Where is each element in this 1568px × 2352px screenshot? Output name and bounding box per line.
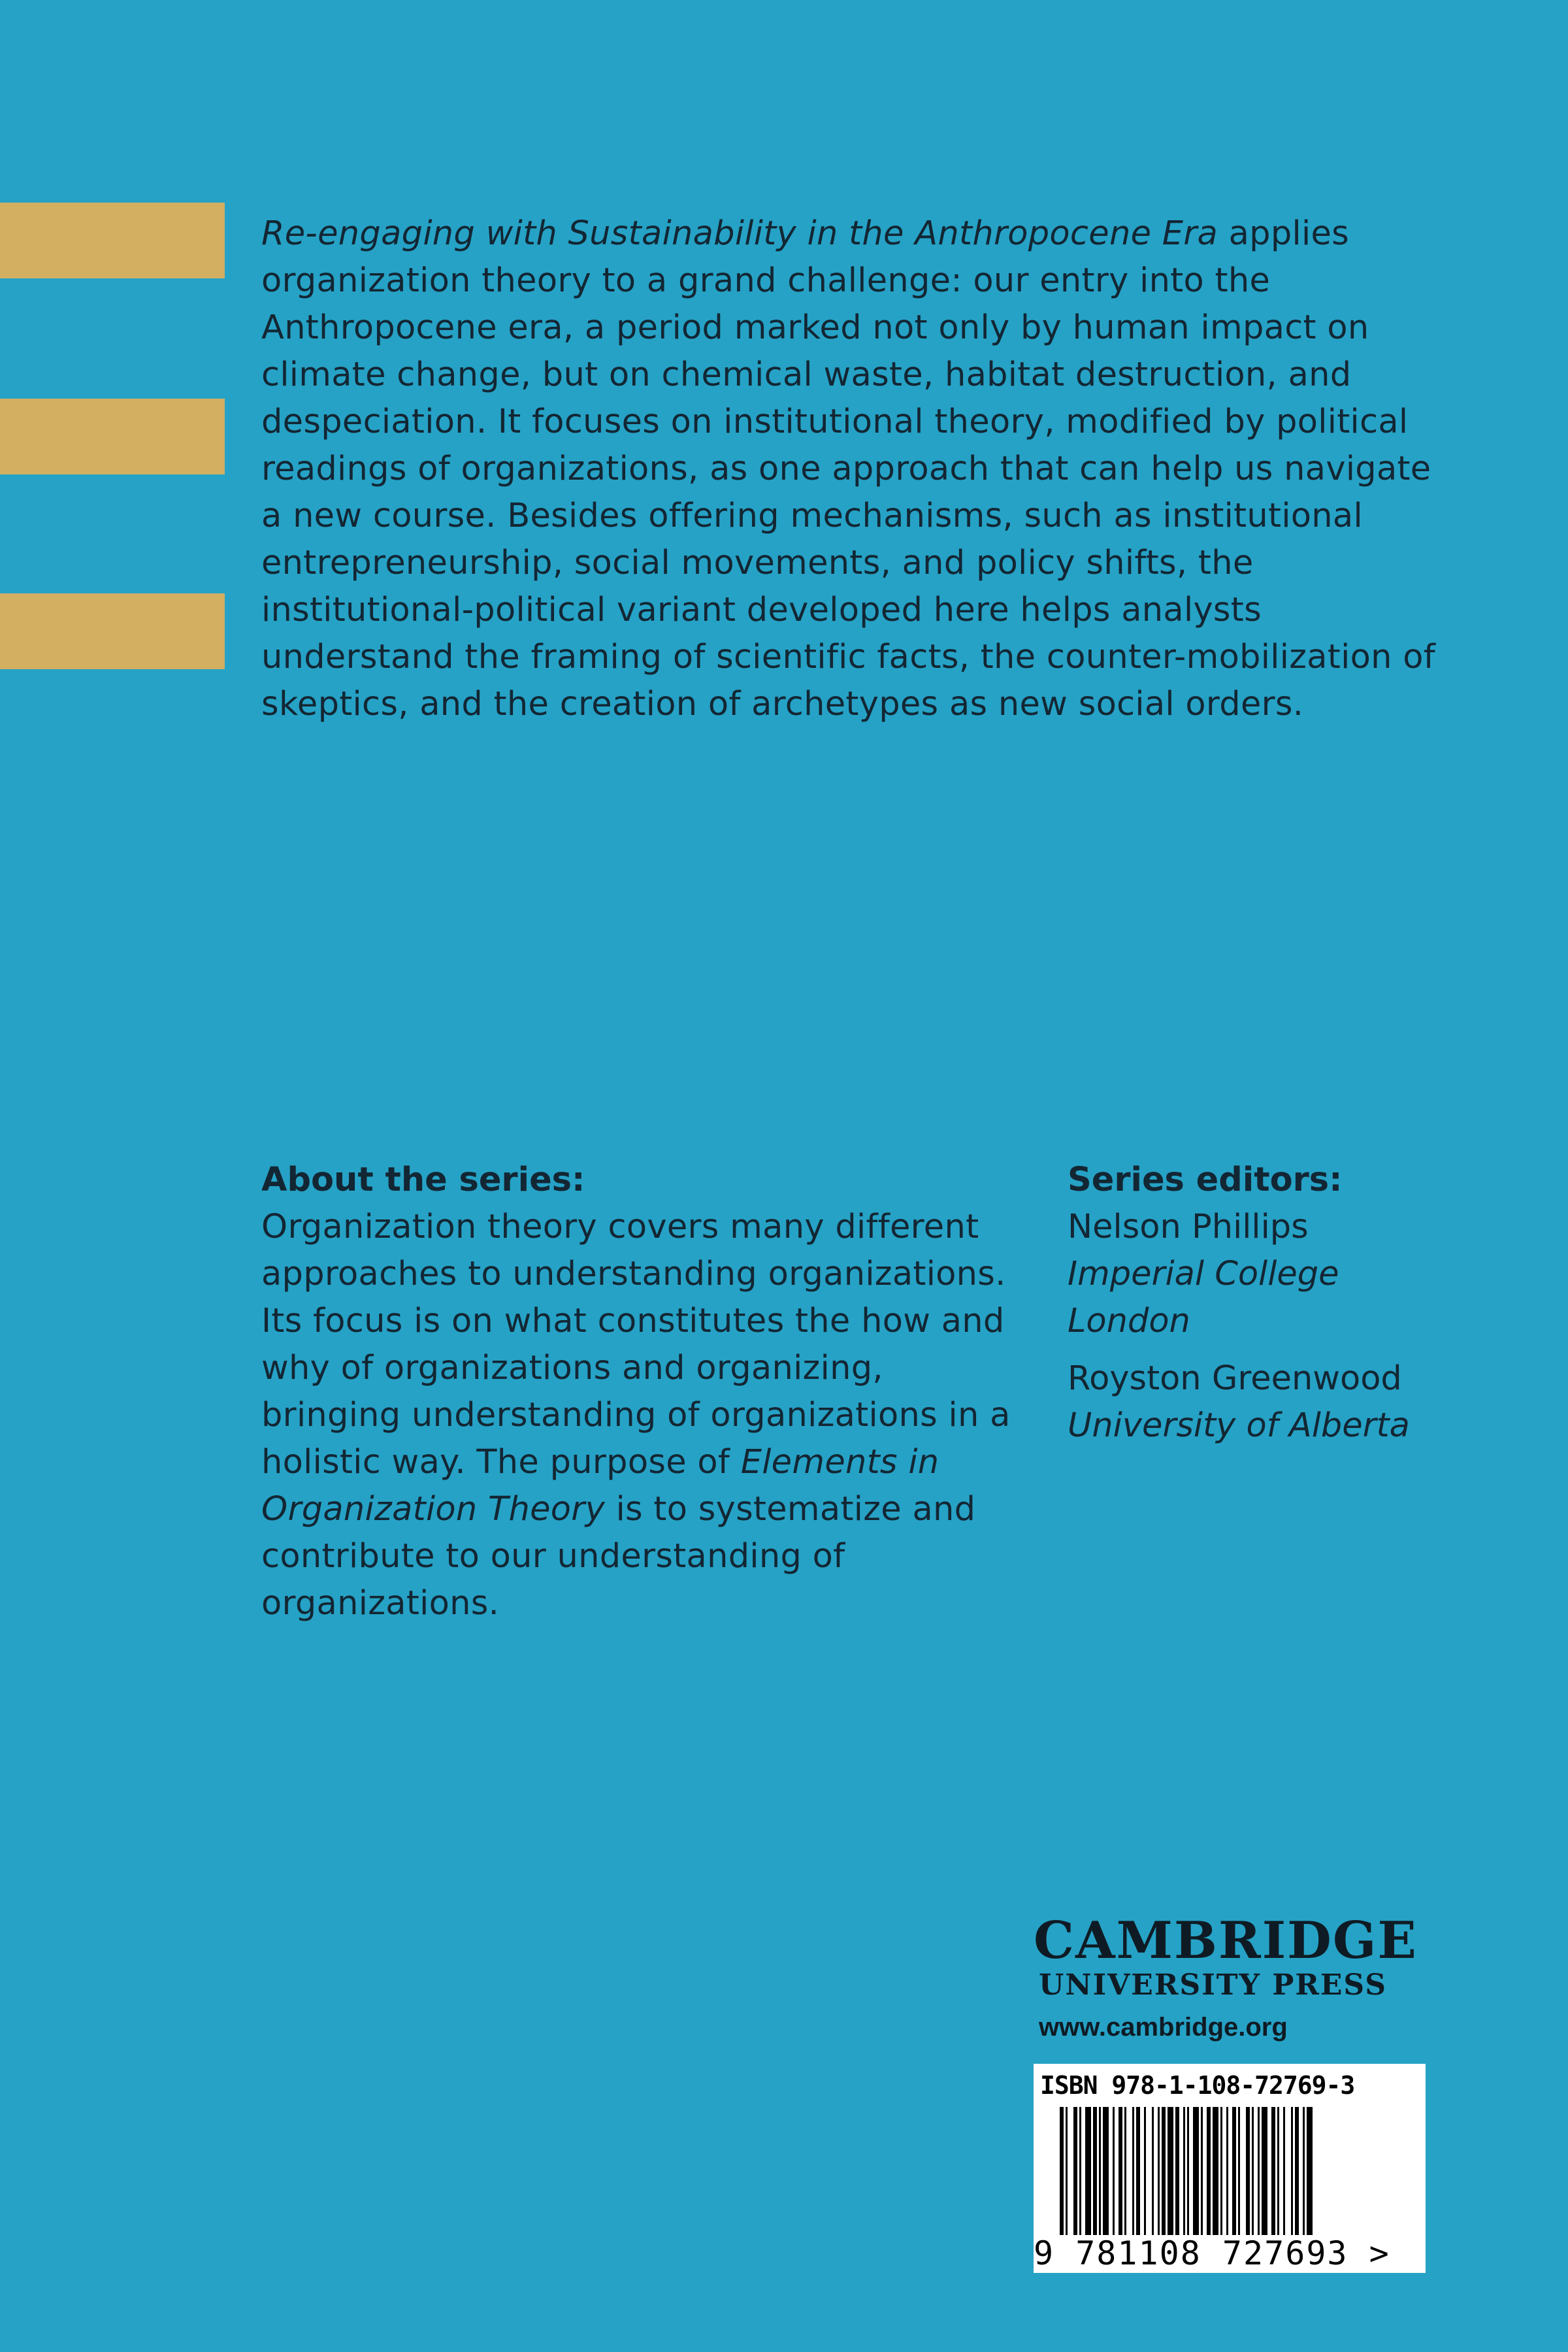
decorative-bar-bottom — [0, 593, 225, 669]
publisher-url: www.cambridge.org — [1039, 2013, 1288, 2042]
barcode-bar — [1158, 2107, 1160, 2235]
barcode-bar — [1085, 2107, 1091, 2235]
barcode-bar — [1262, 2107, 1267, 2235]
barcode-bar — [1066, 2107, 1068, 2235]
barcode-bar — [1277, 2107, 1279, 2235]
barcode-bar — [1246, 2107, 1250, 2235]
barcode-bar — [1258, 2107, 1260, 2235]
editor-name: Nelson Phillips — [1068, 1208, 1309, 1246]
editor-affiliation: Imperial College London — [1068, 1255, 1339, 1340]
barcode-bar — [1271, 2107, 1275, 2235]
barcode-bar — [1073, 2107, 1077, 2235]
about-series-heading: About the series: — [261, 1161, 585, 1199]
barcode-bar — [1213, 2107, 1218, 2235]
barcode-digits: 9 781108 727693 > — [1034, 2234, 1390, 2272]
publisher-name: CAMBRIDGE — [1034, 1911, 1418, 1970]
publisher-subname: UNIVERSITY PRESS — [1039, 1968, 1388, 2002]
barcode-bar — [1124, 2107, 1126, 2235]
barcode-bar — [1168, 2107, 1173, 2235]
barcode-bar — [1193, 2107, 1199, 2235]
barcode-bar — [1232, 2107, 1236, 2235]
barcode-bar — [1103, 2107, 1109, 2235]
barcode-bar — [1238, 2107, 1240, 2235]
barcode-bar — [1303, 2107, 1305, 2235]
barcode-bar — [1295, 2107, 1299, 2235]
book-blurb — [261, 210, 1450, 728]
barcode-bar — [1060, 2107, 1064, 2235]
publisher-logo — [1034, 1911, 1426, 2046]
blurb-text: applies organization theory to a grand challenge: our entry into the Anthropocene era, a period marked not only by human impact on climate change, but on chemical waste, habitat destruction, and despeciation. It focuses on institutional theory, modified by political readings of organizations, as one approach that can help us navigate a new course. Besides offering mechanisms, such as institutional entrepreneurship, social movements, and policy shifts, the institutional-political variant developed here helps analysts understand the framing of scientific facts, the counter-mobilization of skeptics, and the creation of archetypes as new social orders. — [261, 214, 1435, 723]
decorative-bar-top — [0, 203, 225, 278]
barcode-bar — [1152, 2107, 1154, 2235]
barcode-bar — [1079, 2107, 1081, 2235]
book-title: Re-engaging with Sustainability in the Anthropocene Era — [261, 214, 1218, 253]
isbn-barcode-box — [1034, 2064, 1426, 2273]
barcode-bar — [1175, 2107, 1179, 2235]
barcode-bar — [1220, 2107, 1222, 2235]
barcode-bar — [1183, 2107, 1185, 2235]
series-text-before: Organization theory covers many different approaches to understanding organizations. Its focus is on what constitutes the how and why of organizations and organizing, bringing understanding of organizations in a holistic way. The purpose of — [261, 1208, 1011, 1482]
barcode-icon — [1060, 2107, 1406, 2235]
editor-affiliation: University of Alberta — [1068, 1406, 1410, 1445]
editor-entry — [1068, 1204, 1460, 1345]
series-editors-section — [1068, 1157, 1460, 1460]
barcode-bar — [1187, 2107, 1189, 2235]
about-series-text — [261, 1204, 1013, 1627]
series-editors-heading: Series editors: — [1068, 1161, 1343, 1199]
barcode-bar — [1093, 2107, 1097, 2235]
barcode-bar — [1132, 2107, 1134, 2235]
about-series-section — [261, 1157, 1013, 1627]
barcode-bar — [1252, 2107, 1254, 2235]
series-title: Elements in Organization Theory — [261, 1443, 939, 1529]
barcode-bar — [1291, 2107, 1293, 2235]
barcode-bar — [1283, 2107, 1285, 2235]
isbn-label: ISBN 978-1-108-72769-3 — [1040, 2071, 1355, 2100]
barcode-bar — [1207, 2107, 1211, 2235]
editor-name: Royston Greenwood — [1068, 1359, 1402, 1398]
barcode-bar — [1136, 2107, 1140, 2235]
barcode-bar — [1162, 2107, 1166, 2235]
barcode-bar — [1099, 2107, 1101, 2235]
series-text-after: is to systematize and contribute to our understanding of organizations. — [261, 1490, 976, 1623]
editor-entry — [1068, 1355, 1460, 1449]
barcode-bar — [1144, 2107, 1146, 2235]
barcode-bar — [1201, 2107, 1203, 2235]
barcode-bar — [1119, 2107, 1122, 2235]
barcode-bar — [1113, 2107, 1115, 2235]
barcode-bar — [1226, 2107, 1228, 2235]
decorative-bar-middle — [0, 399, 225, 474]
barcode-bar — [1307, 2107, 1313, 2235]
